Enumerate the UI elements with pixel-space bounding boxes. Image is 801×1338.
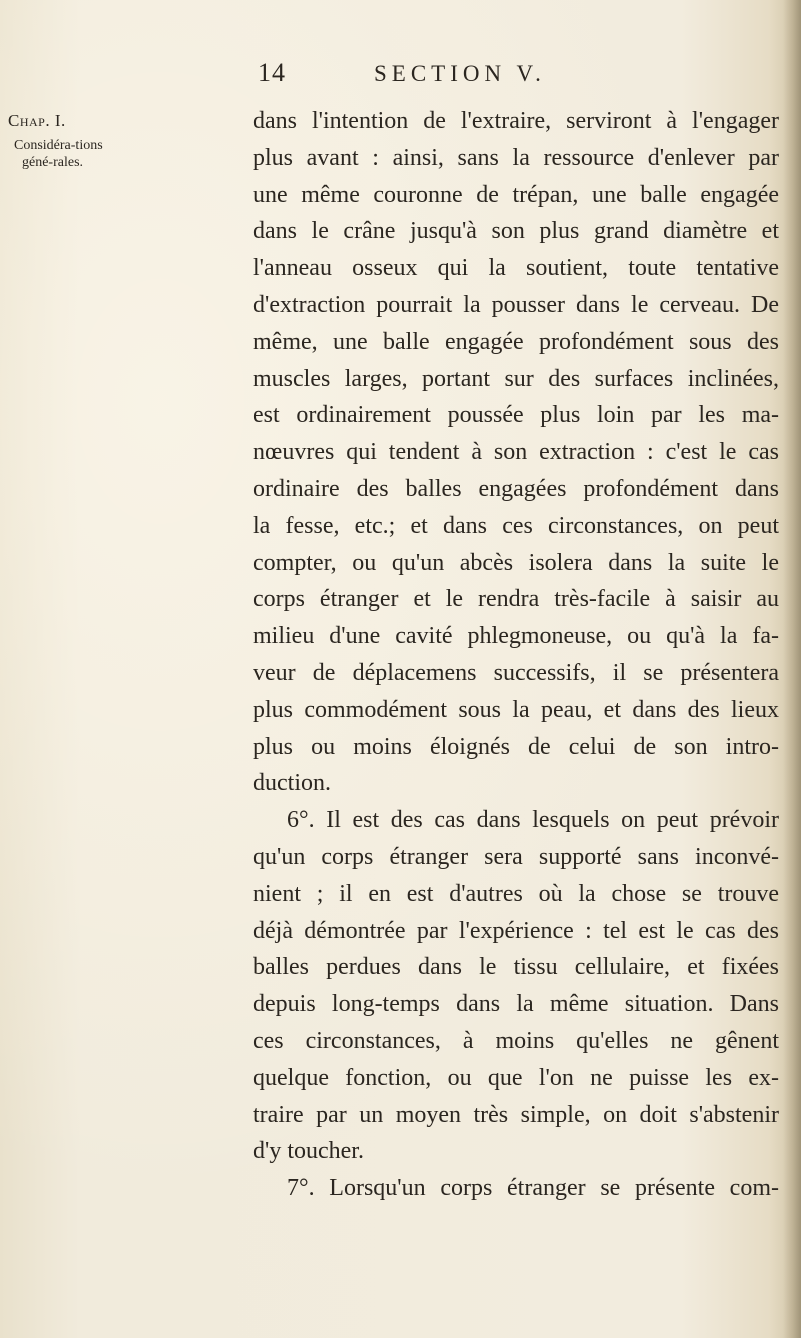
text-line: d'y toucher. [253, 1138, 364, 1165]
text-line: même, une balle engagée profondément sous des [253, 328, 779, 355]
text-line: duction. [253, 770, 331, 797]
text-line: plus avant : ainsi, sans la ressource d'enlever par [253, 144, 779, 171]
text-line: déjà démontrée par l'expérience : tel est le cas des [253, 917, 779, 944]
text-line: dans l'intention de l'extraire, serviront à l'engager [253, 108, 779, 134]
text-line: la fesse, etc.; et dans ces circonstances, on peut [253, 512, 779, 539]
text-line: plus commodément sous la peau, et dans des lieux [253, 696, 779, 723]
text-line: depuis long-temps dans la même situation. Dans [253, 991, 779, 1018]
text-line: traire par un moyen très simple, on doit s'abstenir [253, 1101, 779, 1128]
margin-notes [8, 112, 116, 171]
text-line: milieu d'une cavité phlegmoneuse, ou qu'à la fa- [253, 623, 779, 650]
text-line: nœuvres qui tendent à son extraction : c'est le cas [253, 439, 779, 466]
chapter-marker: Chap. I. [8, 111, 66, 130]
text-line: nient ; il en est d'autres où la chose se trouve [253, 880, 779, 907]
text-line: plus ou moins éloignés de celui de son intro- [253, 733, 779, 760]
text-line: ordinaire des balles engagées profondément dans [253, 475, 779, 502]
text-line: quelque fonction, ou que l'on ne puisse les ex- [253, 1064, 779, 1091]
page-number: 14 [258, 58, 286, 87]
body-text [253, 103, 779, 1207]
margin-note: Considéra-tions géné-rales. [14, 138, 103, 170]
text-line: muscles larges, portant sur des surfaces inclinées, [253, 365, 779, 392]
text-line: est ordinairement poussée plus loin par les ma- [253, 402, 779, 429]
text-line: l'anneau osseux qui la soutient, toute tentative [253, 255, 779, 282]
text-line: d'extraction pourrait la pousser dans le cerveau. De [253, 291, 779, 318]
binding-gutter-shadow [783, 0, 801, 1338]
text-line: veur de déplacemens successifs, il se présentera [253, 659, 779, 686]
text-line: 7°. Lorsqu'un corps étranger se présente com- [287, 1175, 779, 1202]
text-line: 6°. Il est des cas dans lesquels on peut prévoir [287, 807, 779, 834]
running-head [258, 58, 778, 94]
text-line: balles perdues dans le tissu cellulaire, et fixées [253, 954, 779, 981]
text-line: une même couronne de trépan, une balle engagée [253, 181, 779, 208]
text-line: ces circonstances, à moins qu'elles ne gênent [253, 1027, 779, 1054]
text-line: compter, ou qu'un abcès isolera dans la suite le [253, 549, 779, 576]
text-line: dans le crâne jusqu'à son plus grand diamètre et [253, 218, 779, 245]
text-line: corps étranger et le rendra très-facile à saisir au [253, 586, 779, 613]
text-line: qu'un corps étranger sera supporté sans inconvé- [253, 843, 779, 870]
section-title: SECTION V. [374, 61, 546, 86]
